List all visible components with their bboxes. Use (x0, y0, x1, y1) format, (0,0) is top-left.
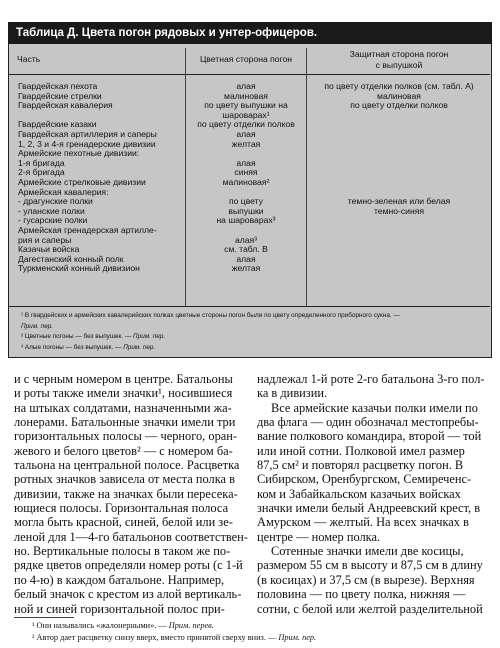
table-cell-part: - гусарские полки (18, 215, 88, 226)
text-line: половина — по цвету полка, нижняя — (257, 587, 466, 602)
table-cell-part: Армейские стрелковые дивизии (18, 176, 146, 187)
text-line: сотни, с белой или желтой разделительной (257, 601, 483, 616)
table-cell-color: по цвету отделки полков (197, 119, 295, 130)
text-line: горизонтальных полосы — черного, оран- (14, 429, 238, 444)
table-cell-color: см. табл. В (224, 244, 268, 255)
text-line: по 4-ю) в каждом батальоне. Например, (14, 572, 225, 587)
table-cell-part: рия и саперы (18, 234, 72, 245)
table-cell-part: Армейские пехотные дивизии: (18, 148, 140, 159)
table-cell-part: - драгунские полки (18, 196, 93, 207)
column-color-side (187, 82, 305, 274)
table-cell-part: Дагестанский конный полк (18, 253, 124, 264)
table-cell-protective: темно-зеленая или белая (347, 196, 451, 207)
header-protective-line1: Защитная сторона погон (349, 49, 449, 59)
table-cell-color: шароварах¹ (222, 109, 270, 120)
left-text-column (14, 372, 248, 616)
table-cell-part: Гвардейская пехота (18, 81, 98, 91)
table-cell-color: выпушки (228, 205, 264, 216)
text-line: два флага — один обозначал местопребы- (257, 415, 479, 430)
table-cell-color: желтая (231, 138, 261, 149)
text-line: могла быть красной, синей, белой или зе- (14, 515, 233, 530)
table-cell-part: Казачьи войска (18, 244, 80, 255)
table-cell-part: Гвардейская артиллерия и саперы (18, 128, 157, 139)
table-cell-color: по цвету (228, 196, 264, 207)
text-line: центре — номер полка. (257, 529, 381, 544)
header-color-side: Цветная сторона погон (199, 54, 293, 64)
text-line: ющиеся полосы. Горизонтальная полоса (14, 501, 229, 516)
table-cell-protective (314, 245, 484, 255)
table-note: ² Цветные погоны — без выпушек. — Прим. пер. (21, 333, 166, 340)
table-cell-part: 1, 2, 3 и 4-я гренадерские дивизии (18, 138, 156, 149)
text-line: на штыках солдатами, назначенными жа- (14, 400, 232, 415)
table-note: Прим. пер. (21, 322, 54, 330)
table-cell-protective: темно-синяя (373, 205, 425, 216)
table-cell-color: по цвету выпушки на (204, 100, 288, 111)
text-line: (в косицах) и 37,5 см (в вырезе). Верхняя (257, 572, 475, 587)
text-line: белый значок с крестом из алой вертикаль- (14, 587, 242, 602)
table-cell-color: алая (236, 128, 256, 139)
table-cell-color: желтая (231, 263, 261, 274)
text-line: надлежал 1-й роте 2-го батальона 3-го пол- (257, 372, 485, 386)
table-cell-protective (314, 226, 484, 236)
table-cell-color: малиновая² (222, 176, 270, 187)
table-cell-color: синяя (234, 167, 258, 178)
table-cell-color: алая (236, 253, 256, 264)
table-cell-protective: по цвету отделки полков (350, 100, 448, 111)
text-line: вание полкового командира, второй — той (257, 429, 482, 444)
text-line: Амурском — желтый. На всех значках в (257, 515, 469, 530)
table-cell-protective (314, 159, 484, 169)
table-cell-protective (314, 178, 484, 188)
text-line: и роты также имели значки¹, носившиеся (14, 386, 233, 401)
table-cell-color: алая (236, 157, 256, 168)
text-line: жевого и белого цветов² — с номером ба- (14, 443, 233, 458)
table-cell-color: алая³ (234, 234, 258, 245)
text-line: но. Вертикальные полосы в таком же по- (14, 544, 231, 559)
text-line: Все армейские казачьи полки имели по (271, 400, 478, 415)
table-cell-part: Туркменский конный дивизион (18, 263, 140, 274)
table-cell-part: - уланские полки (18, 205, 85, 216)
column-part (18, 82, 188, 274)
table-cell-part: Гвардейская кавалерия (18, 100, 113, 111)
table-cell-protective (314, 236, 484, 246)
table-cell-part: Армейская гренадерская артилле- (18, 224, 157, 235)
text-line: ком и Забайкальском казачьих войсках (257, 486, 461, 501)
table-cell-protective (314, 149, 484, 159)
text-line: размером 55 см в высоту и 87,5 см в длину (257, 558, 483, 573)
table-cell-protective (314, 168, 484, 178)
footnote-rule (14, 617, 74, 618)
text-line: и с черным номером в центре. Батальоны (14, 372, 233, 386)
table-cell-protective (314, 120, 484, 130)
table-cell-part: 1-я бригада (18, 157, 65, 168)
text-line: лонерами. Батальонные значки имели три (14, 415, 236, 430)
table-cell-protective: по цвету отделки полков (см. табл. А) (324, 81, 474, 91)
table-title: Таблица Д. Цвета погон рядовых и унтер-офицеров. (8, 22, 492, 44)
text-line: леной для 1—4-го батальонов соответствен- (14, 529, 248, 544)
table-cell-color: алая (236, 81, 256, 91)
table-cell-part: Гвардейские стрелки (18, 90, 102, 101)
table-cell-protective (314, 111, 484, 121)
header-protective-side (314, 49, 484, 71)
table-body (9, 76, 490, 302)
text-line: рядке цветов определяли номер роты (с 1-й (14, 558, 243, 573)
text-line: или иной сотни. Полковой имел размер (257, 443, 465, 458)
table-header (9, 48, 490, 75)
table-cell-color: малиновая (224, 90, 268, 101)
table-cell-protective (314, 140, 484, 150)
table-notes (9, 306, 490, 356)
right-text-column (257, 372, 491, 616)
table-cell-part: Гвардейские казаки (18, 119, 97, 130)
text-line: значки имели белый Андреевский крест, в (257, 501, 481, 516)
header-part: Часть (17, 54, 41, 64)
table-cell-part: Армейская кавалерия: (18, 186, 109, 197)
column-protective-side (314, 82, 484, 274)
table-note: ¹ В гвардейских и армейских кавалерийских полках цветные стороны погон были по цвету определенного приборного сукна. — (21, 312, 400, 319)
table-note: ³ Алые погоны — без выпушек. — Прим. пер. (21, 343, 156, 351)
table-cell-protective (314, 130, 484, 140)
text-line: тальона на центральной полосе. Расцветка (14, 458, 240, 473)
footnotes (32, 620, 316, 643)
text-line: Сибирском, Оренбургском, Семиреченс- (257, 472, 472, 487)
footnote: ¹ Они назывались «жалонерными». — Прим. перев. (32, 621, 214, 630)
table-cell-protective: малиновая (377, 90, 421, 101)
text-line: Сотенные значки имели две косицы, (271, 544, 464, 559)
table-cell-protective (314, 255, 484, 265)
text-line: ротных значков зависела от места полка в (14, 472, 235, 487)
text-line: дивизии, также на значках были пересека- (14, 486, 238, 501)
text-line: 87,5 см² и повторял расцветку погон. В (257, 458, 464, 473)
header-protective-line2: с выпушкой (375, 60, 423, 70)
table-cell-color: на шароварах³ (216, 215, 276, 226)
text-line: ной и синей горизонтальной полос при- (14, 601, 225, 616)
table-cell-protective (314, 216, 484, 226)
footnote: ² Автор дает расцветку снизу вверх, вместо принятой сверху вниз. — Прим. пер. (32, 632, 317, 642)
table-cell-part: 2-я бригада (18, 167, 65, 178)
table-cell-protective (314, 264, 484, 274)
text-line: ка в дивизии. (257, 386, 328, 401)
